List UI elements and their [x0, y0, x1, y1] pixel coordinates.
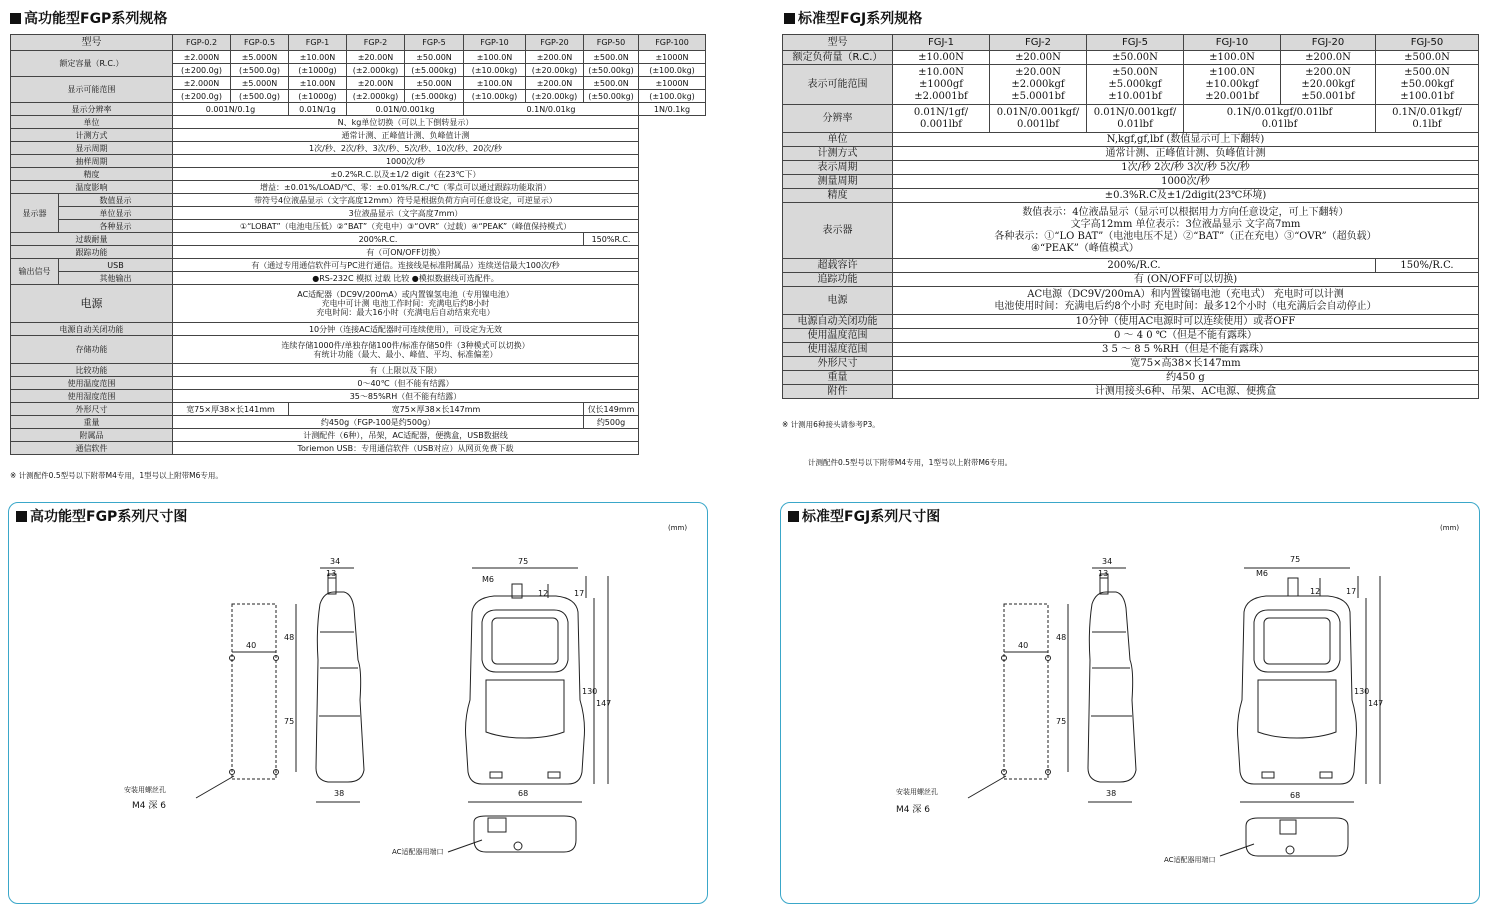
rated-cell: ±50.00N	[1087, 51, 1184, 65]
mount-plate-outline	[1004, 604, 1048, 779]
resolution-cell	[1087, 105, 1184, 133]
model-header: 型号	[783, 35, 893, 51]
row-value: ●RS-232C 模拟 过载 比较 ●模拟数据线可选配件。	[173, 272, 639, 285]
row-value: AC电源（DC9V/200mA）和内置镍镉电池（充电式） 充电时可以计测	[1027, 288, 1344, 300]
leader-line	[196, 776, 234, 798]
row-label: 精度	[783, 189, 893, 203]
row-value: 1次/秒 2次/秒 3次/秒 5次/秒	[893, 161, 1479, 175]
range-cell	[1376, 65, 1479, 105]
row-label: 计测方式	[783, 147, 893, 161]
row-sublabel: 数值显示	[59, 194, 173, 207]
rated-cell: ±50.00N	[405, 51, 464, 64]
row-label: 使用湿度范围	[783, 343, 893, 357]
mount-hole-label: 安装用螺丝孔	[896, 788, 938, 796]
row-sublabel: 各种显示	[59, 220, 173, 233]
range-cell: ±200.0N	[526, 77, 584, 90]
range-cell: (±500.0g)	[231, 90, 289, 103]
display-range-label: 显示可能范围	[11, 77, 173, 103]
rated-cell: ±200.0N	[1281, 51, 1376, 65]
row-label: 单位	[11, 116, 173, 129]
dim-130: 130	[582, 687, 598, 696]
dim-38: 38	[334, 789, 345, 798]
row-value: 3位液晶显示（文字高度7mm）	[173, 207, 639, 220]
row-label: 附属品	[11, 429, 173, 442]
fgj-dimension-title: 标准型FGJ系列尺寸图	[788, 508, 940, 526]
rated-cell: ±200.0N	[526, 51, 584, 64]
row-label: 单位	[783, 133, 893, 147]
row-label: 过载耐量	[11, 233, 173, 246]
range-line: ±50.001bf	[1301, 90, 1355, 102]
bottom-screw	[1286, 846, 1294, 854]
mount-plate-outline	[232, 604, 276, 779]
model-cell: FGJ-5	[1087, 35, 1184, 51]
row-label: 显示周期	[11, 142, 173, 155]
resolution-line: 0.01N/0.001kgf/	[1093, 106, 1177, 118]
row-label: 通信软件	[11, 442, 173, 455]
fgp-spec-title: 高功能型FGP系列规格	[10, 10, 167, 28]
bottom-screw	[514, 842, 522, 850]
row-value: 计测配件（6种），吊架，AC适配器，便携盒，USB数据线	[173, 429, 639, 442]
range-line: ±20.00N	[1015, 66, 1061, 78]
dim-34: 34	[1102, 557, 1113, 566]
row-value: 充电中可计测 电池工作时间：充满电后约8小时	[321, 299, 490, 308]
dim-w75: 75	[518, 557, 529, 566]
dim-48: 48	[284, 633, 295, 642]
front-bezel	[482, 610, 568, 672]
range-cell: (±20.00kg)	[526, 90, 584, 103]
model-cell: FGP-1	[289, 35, 347, 51]
front-bezel	[1254, 610, 1340, 672]
row-value: ±0.3%R.C及±1/2digit(23℃环境)	[893, 189, 1479, 203]
model-cell: FGP-0.2	[173, 35, 231, 51]
row-value: 0 ～ 4 0 ℃（但是不能有露珠）	[893, 329, 1479, 343]
dim-48: 48	[1056, 633, 1067, 642]
front-keypad	[1258, 680, 1336, 738]
row-value: 有统计功能（最大、最小、峰值、平均、标准偏差）	[313, 349, 498, 359]
row-value: AC适配器（DC9V/200mA）或内置镍氢电池（专用镍电池）	[297, 290, 514, 299]
fgj-spec-title: 标准型FGJ系列规格	[784, 10, 922, 28]
resolution-line: 0.1N/0.01kgf/	[1392, 106, 1462, 118]
rated-cell: (±2.000kg)	[347, 64, 405, 77]
dim-147: 147	[1368, 699, 1384, 708]
dim-130: 130	[1354, 687, 1370, 696]
row-label: 存储功能	[11, 336, 173, 364]
range-cell	[1281, 65, 1376, 105]
range-cell: ±50.00N	[405, 77, 464, 90]
rated-label: 额定负荷量（R.C.）	[783, 51, 893, 65]
row-value: 150%/R.C.	[1376, 259, 1479, 273]
row-value: 有（通过专用通信软件可与PC进行通信。连接线是标准附属品）连续送信最大100次/秒	[173, 259, 639, 272]
model-cell: FGP-5	[405, 35, 464, 51]
model-cell: FGP-20	[526, 35, 584, 51]
row-value: 数值表示：4位液晶显示（显示可以根据用力方向任意设定，可上下翻转）	[1022, 206, 1349, 218]
rated-label: 额定容量（R.C.）	[11, 51, 173, 77]
power-value	[173, 285, 639, 323]
row-label: 使用湿度范围	[11, 390, 173, 403]
rated-cell: (±1000g)	[289, 64, 347, 77]
row-label: 超载容许	[783, 259, 893, 273]
unit-label: (mm)	[1440, 524, 1460, 532]
row-value: 有（上限以及下限）	[173, 364, 639, 377]
resolution-line: 0.01lbf	[1117, 118, 1153, 130]
ac-port-label: AC适配器用端口	[1164, 856, 1216, 864]
range-line: ±50.00kgf	[1400, 78, 1454, 90]
range-cell	[1087, 65, 1184, 105]
row-value: 宽75×高38×长147mm	[893, 357, 1479, 371]
range-line: ±2.000kgf	[1011, 78, 1065, 90]
bottom-view-outline	[1246, 818, 1348, 856]
rated-cell: (±20.00kg)	[526, 64, 584, 77]
resolution-cell: 1N/0.1kg	[639, 103, 706, 116]
row-value: 1000次/秒	[173, 155, 639, 168]
row-value: 10分钟（使用AC电源时可以连续使用）或者OFF	[893, 315, 1479, 329]
resolution-line: 0.001lbf	[920, 118, 962, 130]
row-label: 附件	[783, 385, 893, 399]
range-cell: (±10.00kg)	[464, 90, 526, 103]
rated-cell: (±5.000kg)	[405, 64, 464, 77]
rated-cell: ±100.0N	[1184, 51, 1281, 65]
row-sublabel: 其他输出	[59, 272, 173, 285]
rated-cell: ±2.000N	[173, 51, 231, 64]
rated-cell: ±500.0N	[584, 51, 639, 64]
front-port	[490, 772, 502, 778]
front-port	[1320, 772, 1332, 778]
rated-cell: ±500.0N	[1376, 51, 1479, 65]
range-cell: (±5.000kg)	[405, 90, 464, 103]
fgj-dimension-drawing	[780, 540, 1478, 885]
row-value: 仅长149mm	[584, 403, 639, 416]
row-value: 增益：±0.01%/LOAD/℃、零：±0.01%/R.C./℃（零点可以通过跟踪功能取消）	[173, 181, 639, 194]
dim-13: 13	[326, 569, 337, 578]
resolution-line: 0.001lbf	[1017, 118, 1059, 130]
range-cell: (±200.0g)	[173, 90, 231, 103]
row-label: 输出信号	[11, 259, 59, 285]
dim-38: 38	[1106, 789, 1117, 798]
front-port	[548, 772, 560, 778]
row-value: 有（可ON/OFF切换）	[173, 246, 639, 259]
rated-cell: ±20.00N	[347, 51, 405, 64]
m4-depth-label: M4 深 6	[896, 805, 930, 815]
leader-line	[1220, 844, 1254, 856]
range-line: ±100.01bf	[1400, 90, 1454, 102]
range-cell: (±2.000kg)	[347, 90, 405, 103]
row-label: 电源自动关闭功能	[11, 323, 173, 336]
fgp-spec-table	[10, 34, 706, 455]
fgj-footnote-1: ※ 计测用6种接头请参考P3。	[782, 420, 880, 429]
dim-17: 17	[574, 589, 585, 598]
front-keypad	[486, 680, 564, 738]
resolution-line: 0.01N/1gf/	[913, 106, 969, 118]
row-label: 计测方式	[11, 129, 173, 142]
row-label: 外形尺寸	[783, 357, 893, 371]
rated-cell: (±500.0g)	[231, 64, 289, 77]
range-cell: ±10.00N	[289, 77, 347, 90]
resolution-cell	[893, 105, 990, 133]
row-value: N,kgf,gf,lbf (数值显示可上下翻转)	[893, 133, 1479, 147]
row-value: 200%/R.C.	[893, 259, 1376, 273]
row-label: 精度	[11, 168, 173, 181]
row-label: 使用温度范围	[11, 377, 173, 390]
resolution-line: 0.1N/0.01kgf/0.01lbf	[1226, 106, 1333, 118]
model-cell: FGJ-50	[1376, 35, 1479, 51]
row-value: 充电时间：最大16小时（充满电后自动结束充电）	[316, 308, 495, 317]
front-body-outline	[1238, 596, 1357, 784]
range-cell: ±500.0N	[584, 77, 639, 90]
rated-cell: ±20.00N	[990, 51, 1087, 65]
row-value: 宽75×厚38×长147mm	[289, 403, 584, 416]
row-value: 3 5 ～ 8 5 %RH（但是不能有露珠）	[893, 343, 1479, 357]
row-value: 通常计测、正峰值计测、负峰值计测	[893, 147, 1479, 161]
rated-cell: ±5.000N	[231, 51, 289, 64]
mount-hole-label: 安装用螺丝孔	[124, 786, 166, 794]
dim-m6: M6	[1256, 569, 1268, 578]
row-value: 有 (ON/OFF可以切换)	[893, 273, 1479, 287]
model-header: 型号	[11, 35, 173, 51]
row-label: 表示周期	[783, 161, 893, 175]
row-label: 重量	[11, 416, 173, 429]
bottom-ac-port	[488, 818, 506, 832]
resolution-line: 0.1lbf	[1412, 118, 1442, 130]
row-label: 测量周期	[783, 175, 893, 189]
resolution-cell	[1184, 105, 1376, 133]
range-line: ±20.001bf	[1205, 90, 1259, 102]
dim-75: 75	[284, 717, 295, 726]
resolution-label: 分辨率	[783, 105, 893, 133]
range-cell	[1184, 65, 1281, 105]
fgp-footnote: ※ 计测配件0.5型号以下附带M4专用，1型号以上附带M6专用。	[10, 471, 223, 480]
row-value: 35～85%RH（但不能有结露）	[173, 390, 639, 403]
row-value: 10分钟（连接AC适配器时可连续使用），可设定为无效	[173, 323, 639, 336]
row-label: 使用温度范围	[783, 329, 893, 343]
row-value: 带符号4位液晶显示（文字高度12mm）符号是根据负荷方向可任意设定，可逆显示）	[173, 194, 639, 207]
resolution-label: 显示分辨率	[11, 103, 173, 116]
dim-40: 40	[246, 641, 257, 650]
side-body-outline	[1088, 592, 1136, 782]
fgj-spec-table	[782, 34, 1479, 399]
range-line: ±5.000kgf	[1108, 78, 1162, 90]
row-label: 温度影响	[11, 181, 173, 194]
row-value: 电池使用时间：充满电后约8个小时 充电时间：最多12个小时（电充满后会自动停止）	[994, 300, 1377, 312]
row-value: ±0.2%R.C.以及±1/2 digit（在23℃下）	[173, 168, 639, 181]
row-value: 宽75×厚38×长141mm	[173, 403, 289, 416]
range-cell: ±20.00N	[347, 77, 405, 90]
rated-cell: (±10.00kg)	[464, 64, 526, 77]
dim-68: 68	[1290, 791, 1301, 800]
row-value: ④“PEAK”（峰值模式）	[1031, 242, 1139, 254]
unit-label: (mm)	[668, 524, 688, 532]
range-cell: ±100.0N	[464, 77, 526, 90]
range-line: ±1000gf	[919, 78, 963, 90]
row-value: 计测用接头6种、吊架、AC电源、便携盒	[893, 385, 1479, 399]
dim-12: 12	[538, 589, 549, 598]
range-line: ±500.0N	[1404, 66, 1450, 78]
dim-17: 17	[1346, 587, 1357, 596]
row-value: 约450g（FGP-100是约500g）	[173, 416, 584, 429]
memory-value	[173, 336, 639, 364]
resolution-cell: 0.01N/0.001kg	[347, 103, 464, 116]
bottom-ac-port	[1280, 820, 1296, 834]
fgp-dimension-drawing	[8, 540, 706, 885]
front-shaft	[1288, 578, 1298, 596]
row-value: 各种表示：①“LO BAT”（电池电压不足）②“BAT”（正在充电）③“OVR”（超负载）	[994, 230, 1377, 242]
range-cell: ±1000N	[639, 77, 706, 90]
range-line: ±2.0001bf	[914, 90, 968, 102]
row-value: 约450 g	[893, 371, 1479, 385]
row-label: 跟踪功能	[11, 246, 173, 259]
resolution-line: 0.01N/0.001kgf/	[996, 106, 1080, 118]
resolution-line: 0.01lbf	[1261, 118, 1298, 130]
front-body-outline	[466, 596, 585, 784]
row-label: 电源自动关闭功能	[783, 315, 893, 329]
range-line: ±100.0N	[1209, 66, 1255, 78]
resolution-cell	[1376, 105, 1479, 133]
rated-cell: ±100.0N	[464, 51, 526, 64]
front-lcd	[1264, 618, 1330, 664]
dim-w75: 75	[1290, 555, 1301, 564]
row-value: N、kg单位切换（可以上下倒转显示）	[173, 116, 639, 129]
row-label: 追踪功能	[783, 273, 893, 287]
dim-40: 40	[1018, 641, 1029, 650]
row-value: ①“LOBAT”（电池电压低）②“BAT”（充电中）③“OVR”（过载）④“PEAK”（峰值保持模式）	[173, 220, 639, 233]
fgj-footnote-2: 计测配件0.5型号以下附带M4专用，1型号以上附带M6专用。	[808, 458, 1013, 467]
resolution-cell: 0.001N/0.1g	[173, 103, 289, 116]
row-label: 显示器	[11, 194, 59, 233]
dim-12: 12	[1310, 587, 1321, 596]
range-line: ±10.00N	[918, 66, 964, 78]
row-label: 电源	[783, 287, 893, 315]
model-cell: FGJ-20	[1281, 35, 1376, 51]
row-value: 1000次/秒	[893, 175, 1479, 189]
rated-cell: (±100.0kg)	[639, 64, 706, 77]
model-cell: FGP-10	[464, 35, 526, 51]
bottom-view-outline	[474, 816, 576, 852]
display-value	[893, 203, 1479, 259]
row-sublabel: 单位显示	[59, 207, 173, 220]
dim-147: 147	[596, 699, 612, 708]
leader-line	[968, 776, 1006, 798]
range-line: ±10.00kgf	[1205, 78, 1259, 90]
model-cell: FGP-0.5	[231, 35, 289, 51]
dim-34: 34	[330, 557, 341, 566]
dim-68: 68	[518, 789, 529, 798]
row-label: 重量	[783, 371, 893, 385]
rated-cell: (±200.0g)	[173, 64, 231, 77]
row-value: 1次/秒、2次/秒、3次/秒、5次/秒、10次/秒、20次/秒	[173, 142, 639, 155]
leader-line	[448, 840, 482, 852]
range-line: ±200.0N	[1305, 66, 1351, 78]
row-value: 约500g	[584, 416, 639, 429]
range-cell: (±100.0kg)	[639, 90, 706, 103]
row-label: 比较功能	[11, 364, 173, 377]
ac-port-label: AC适配器用端口	[392, 848, 444, 856]
row-value: 150%R.C.	[584, 233, 639, 246]
model-cell: FGJ-10	[1184, 35, 1281, 51]
dim-75: 75	[1056, 717, 1067, 726]
resolution-cell	[990, 105, 1087, 133]
row-label: 电源	[11, 285, 173, 323]
row-value: 通常计测、正峰值计测、负峰值计测	[173, 129, 639, 142]
display-range-label: 表示可能范围	[783, 65, 893, 105]
range-cell: ±5.000N	[231, 77, 289, 90]
dim-m6: M6	[482, 575, 494, 584]
front-port	[1262, 772, 1274, 778]
resolution-cell: 0.01N/1g	[289, 103, 347, 116]
row-sublabel: USB	[59, 259, 173, 272]
rated-cell: ±10.00N	[289, 51, 347, 64]
power-value	[893, 287, 1479, 315]
model-cell: FGP-50	[584, 35, 639, 51]
row-value: 连续存储1000件/单独存储100件/标准存储50件（3种模式可以切换）	[281, 340, 530, 350]
range-line: ±5.0001bf	[1011, 90, 1065, 102]
rated-cell: ±1000N	[639, 51, 706, 64]
row-value: Toriemon USB：专用通信软件（USB对应）从网页免费下载	[173, 442, 639, 455]
rated-cell: ±10.00N	[893, 51, 990, 65]
row-value: 文字高12mm 单位表示：3位液晶显示 文字高7mm	[1070, 218, 1301, 230]
m4-depth-label: M4 深 6	[132, 801, 166, 811]
range-cell: ±2.000N	[173, 77, 231, 90]
fgp-model-row	[11, 35, 706, 51]
model-cell: FGP-2	[347, 35, 405, 51]
row-label: 抽样周期	[11, 155, 173, 168]
range-line: ±10.001bf	[1108, 90, 1162, 102]
range-cell	[893, 65, 990, 105]
model-cell: FGJ-1	[893, 35, 990, 51]
resolution-cell: 0.1N/0.01kg	[464, 103, 639, 116]
range-cell: (±1000g)	[289, 90, 347, 103]
row-label: 表示器	[783, 203, 893, 259]
range-cell: (±50.00kg)	[584, 90, 639, 103]
rated-cell: (±50.00kg)	[584, 64, 639, 77]
row-label: 外形尺寸	[11, 403, 173, 416]
fgp-dimension-title: 高功能型FGP系列尺寸图	[16, 508, 187, 526]
range-line: ±20.00kgf	[1301, 78, 1355, 90]
range-line: ±50.00N	[1112, 66, 1158, 78]
model-cell: FGP-100	[639, 35, 706, 51]
range-cell	[990, 65, 1087, 105]
row-value: 200%R.C.	[173, 233, 584, 246]
model-cell: FGJ-2	[990, 35, 1087, 51]
row-value: 0～40℃（但不能有结露）	[173, 377, 639, 390]
dim-13: 13	[1098, 569, 1109, 578]
front-lcd	[492, 618, 558, 664]
side-body-outline	[316, 592, 364, 782]
